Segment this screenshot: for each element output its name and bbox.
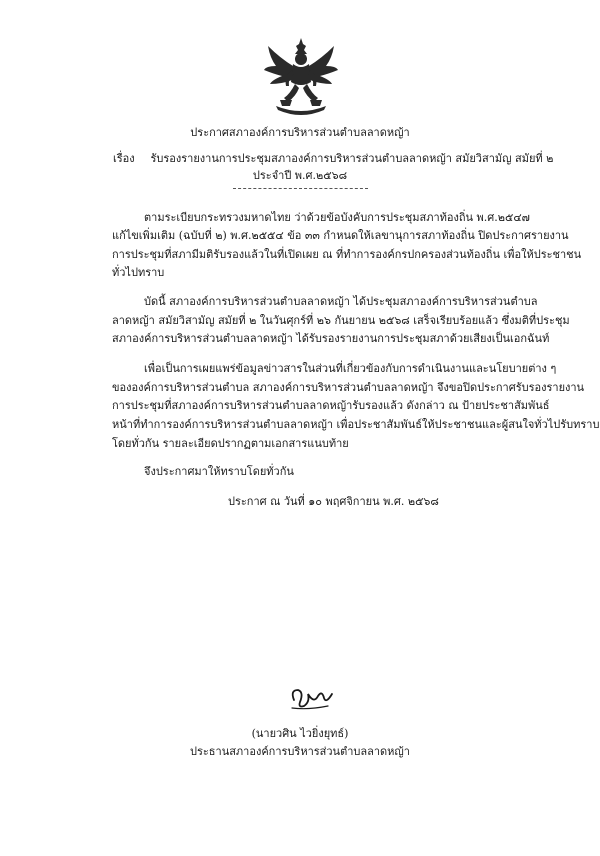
paragraph-3-line-4: หน้าที่ทำการองค์การบริหารส่วนตำบลลาดหญ้า เพื่อประชาสัมพันธ์ให้ประชาชนและผู้สนใจทั่วไปรับทราบ bbox=[112, 418, 600, 431]
subject-line bbox=[113, 151, 553, 167]
signatory-position: ประธานสภาองค์การบริหารส่วนตำบลลาดหญ้า bbox=[190, 745, 410, 758]
divider-line bbox=[233, 188, 368, 189]
garuda-emblem-icon bbox=[262, 36, 340, 118]
paragraph-1-line-3: การประชุมที่สภามีมติรับรองแล้วในที่เปิดเผย ณ ที่ทำการองค์กรปกครองส่วนท้องถิ่น เพื่อให้ประชาชน bbox=[112, 248, 582, 261]
paragraph-2-line-1: บัดนี้ สภาองค์การบริหารส่วนตำบลลาดหญ้า ได้ประชุมสภาองค์การบริหารส่วนตำบล bbox=[144, 295, 538, 308]
paragraph-3-line-2: ขององค์การบริหารส่วนตำบล สภาองค์การบริหารส่วนตำบลลาดหญ้า จึงขอปิดประกาศรับรองรายงาน bbox=[112, 381, 585, 394]
paragraph-3-line-1: เพื่อเป็นการเผยแพร่ข้อมูลข่าวสารในส่วนที่เกี่ยวข้องกับการดำเนินงานและนโยบายต่าง ๆ bbox=[144, 362, 557, 375]
paragraph-3-line-5: โดยทั่วกัน รายละเอียดปรากฏตามเอกสารแนบท้าย bbox=[112, 437, 349, 450]
announcement-title: ประกาศสภาองค์การบริหารส่วนตำบลลาดหญ้า bbox=[190, 126, 410, 139]
handwritten-signature bbox=[288, 680, 336, 714]
year-line: ประจำปี พ.ศ.๒๕๖๘ bbox=[252, 169, 348, 182]
subject-label: เรื่อง bbox=[113, 152, 135, 165]
paragraph-2-line-3: สภาองค์การบริหารส่วนตำบลลาดหญ้า ได้รับรองรายงานการประชุมสภาด้วยเสียงเป็นเอกฉันท์ bbox=[112, 332, 550, 345]
paragraph-1-line-1: ตามระเบียบกระทรวงมหาดไทย ว่าด้วยข้อบังคับการประชุมสภาท้องถิ่น พ.ศ.๒๕๔๗ bbox=[144, 211, 530, 224]
closing-line: จึงประกาศมาให้ทราบโดยทั่วกัน bbox=[144, 465, 294, 478]
subject-text: รับรองรายงานการประชุมสภาองค์การบริหารส่วนตำบลลาดหญ้า สมัยวิสามัญ สมัยที่ ๒ bbox=[150, 152, 554, 165]
signatory-name: (นายวศิน ไวยิ่งยุทธ์) bbox=[251, 727, 349, 740]
date-line: ประกาศ ณ วันที่ ๑๐ พฤศจิกายน พ.ศ. ๒๕๖๘ bbox=[228, 495, 439, 508]
paragraph-1-line-2: แก้ไขเพิ่มเติม (ฉบับที่ ๒) พ.ศ.๒๕๕๔ ข้อ ๓๓ กำหนดให้เลขานุการสภาท้องถิ่น ปิดประกาศรายงาน bbox=[112, 229, 569, 242]
paragraph-3-line-3: การประชุมที่สภาองค์การบริหารส่วนตำบลลาดหญ้ารับรองแล้ว ดังกล่าว ณ ป้ายประชาสัมพันธ์ bbox=[112, 399, 550, 412]
paragraph-1-line-4: ทั่วไปทราบ bbox=[112, 266, 165, 279]
paragraph-2-line-2: ลาดหญ้า สมัยวิสามัญ สมัยที่ ๒ ในวันศุกร์ที่ ๒๖ กันยายน ๒๕๖๘ เสร็จเรียบร้อยแล้ว ซึ่งมติที่ประชุม bbox=[112, 314, 570, 327]
